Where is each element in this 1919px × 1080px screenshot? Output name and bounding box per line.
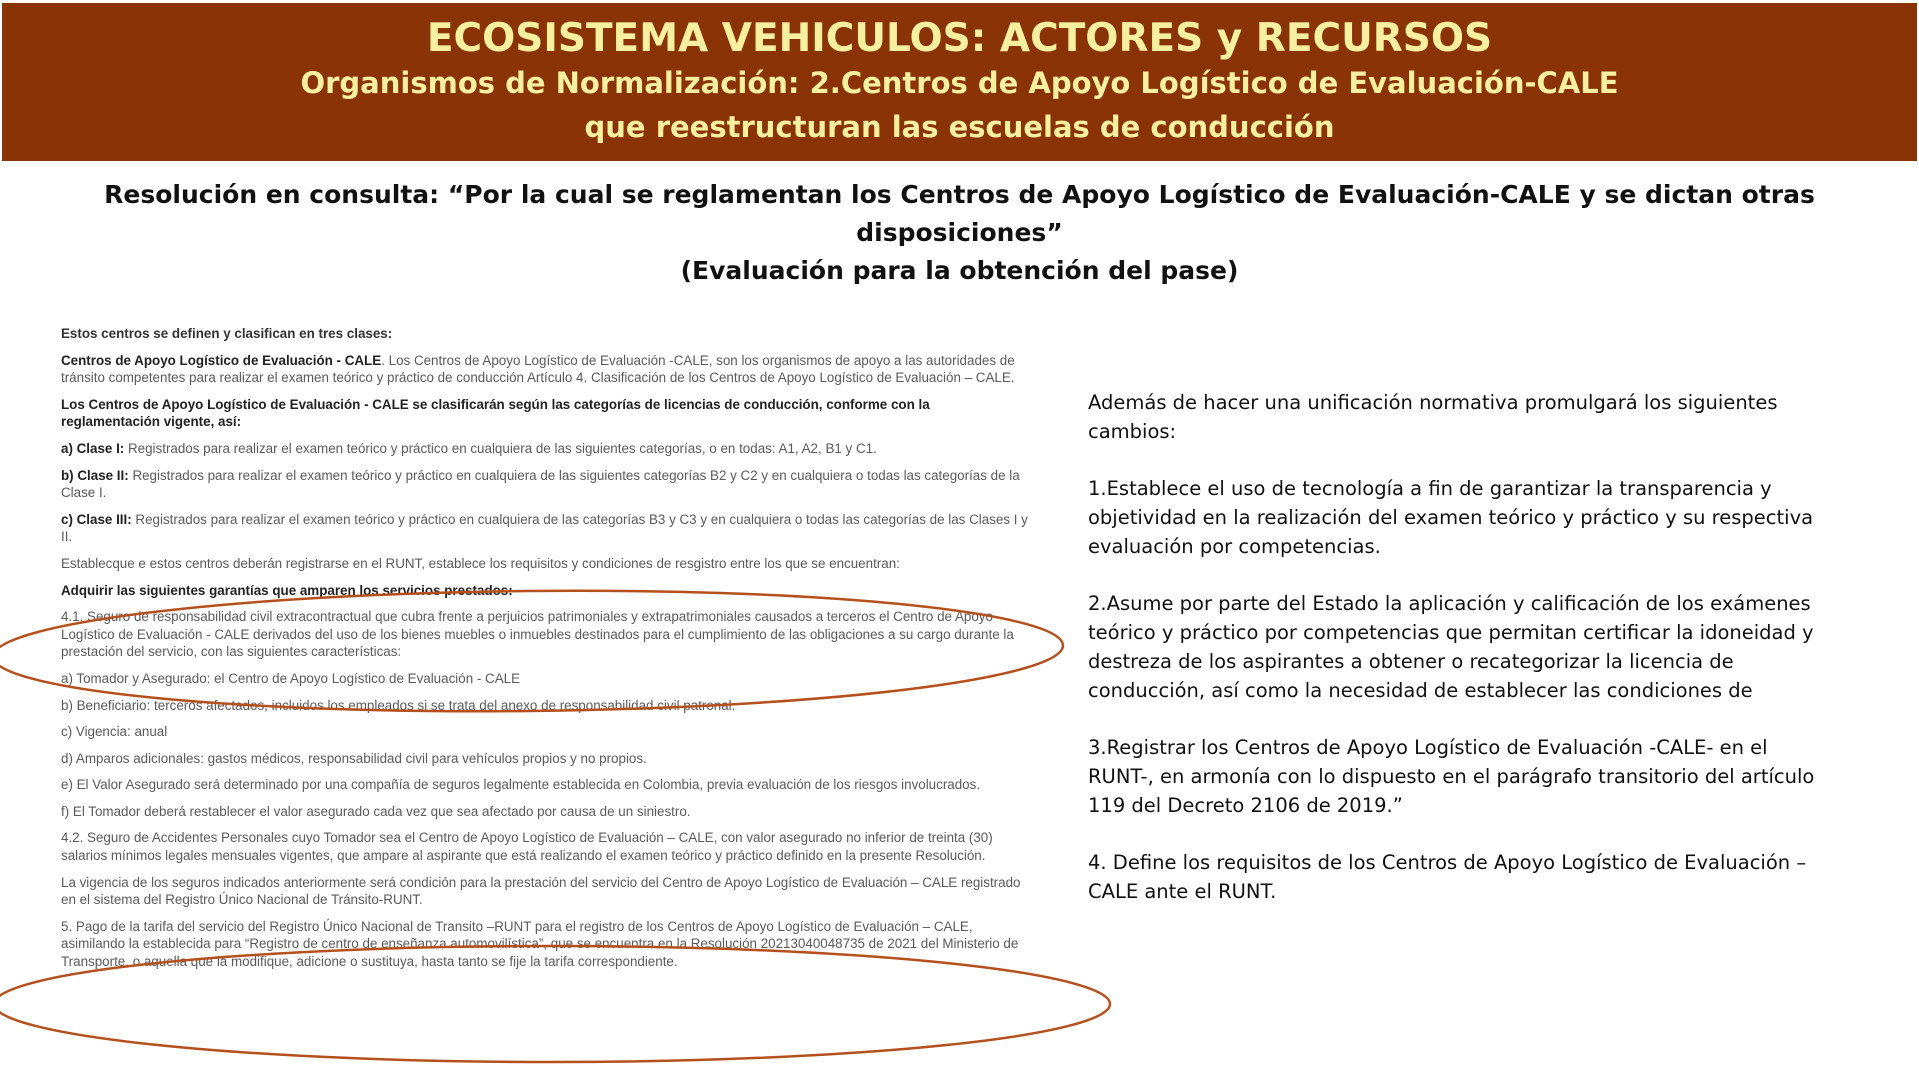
doc-class-3-text: Registrados para realizar el examen teórico y práctico en cualquiera de las categorías B3 y C3 y en cualquiera o todas las categorías de las Clases I y II. <box>61 511 1028 545</box>
changes-intro: Además de hacer una unificación normativa promulgará los siguientes cambios: <box>1088 391 1778 443</box>
doc-guarantees: Adquirir las siguientes garantías que amparen los servicios prestados: <box>61 582 513 598</box>
doc-class-2-label: b) Clase II: <box>61 467 129 483</box>
doc-validity: La vigencia de los seguros indicados anteriormente será condición para la prestación del servicio del Centro de Apoyo Logístico de Evaluación – CALE registrado en el sistema del Registro Único Nacional de Tránsito-RUNT. <box>61 874 1021 908</box>
doc-fee-5: 5. Pago de la tarifa del servicio del Registro Único Nacional de Transito –RUNT para el registro de los Centros de Apoyo Logístico de Evaluación – CALE, asimilando la establecida para “Registro de centro de enseñanza automovilística”, que se encuentra en la Resolución 20213040048735 de 2021 del Ministerio de Transporte, o aquella que la modifique, adicione o sustituya, hasta tanto se fije la tarifa correspondiente. <box>61 918 1019 970</box>
main-title: ECOSISTEMA VEHICULOS: ACTORES y RECURSOS <box>426 16 1493 61</box>
doc-class-1-text: Registrados para realizar el examen teórico y práctico en cualquiera de las siguientes categorías, o en todas: A1, A2, B1 y C1. <box>124 440 877 456</box>
doc-definition-text: . Los Centros de Apoyo Logístico de Evaluación -CALE, son los organismos de apoyo a las autoridades de tránsito competentes para realizar el examen teórico y práctico de conducción Artículo 4. Clasificación de los Centros de Apoyo Logístico de Evaluación – CALE. <box>61 352 1015 386</box>
doc-class-1-label: a) Clase I: <box>61 440 125 456</box>
change-item-1: 1.Establece el uso de tecnología a fin de garantizar la transparencia y objetividad en la realización del examen teórico y práctico y su respectiva evaluación por competencias. <box>1088 477 1814 558</box>
doc-term-d: d) Amparos adicionales: gastos médicos, responsabilidad civil para vehículos propios y no propios. <box>61 750 647 766</box>
doc-definition-label: Centros de Apoyo Logístico de Evaluación - CALE <box>61 352 382 368</box>
doc-class-3-label: c) Clase III: <box>61 511 132 527</box>
subtitle-line-1: Organismos de Normalización: 2.Centros de Apoyo Logístico de Evaluación-CALE <box>300 66 1619 100</box>
doc-registration: Establecque e estos centros deberán registrarse en el RUNT, establece los requisitos y condiciones de resgistro entre los que se encuentran: <box>61 555 900 571</box>
highlight-ellipse-guarantees <box>0 585 1064 716</box>
subtitle-line-2: que reestructuran las escuelas de conducción <box>584 110 1335 144</box>
doc-insurance-4-1: 4.1. Seguro de responsabilidad civil extracontractual que cubra frente a perjuicios patrimoniales y extrapatrimoniales causados a terceros el Centro de Apoyo Logístico de Evaluación - CALE derivados del uso de los bienes muebles o inmuebles destinados para el cumplimiento de las obligaciones a su cargo durante la prestación del servicio, con las siguientes características: <box>61 609 1014 660</box>
doc-class-2-text: Registrados para realizar el examen teórico y práctico en cualquiera de las siguientes categorías B2 y C2 y en cualquiera o todas las categorías de la Clase I. <box>61 467 1020 501</box>
doc-insurance-4-2: 4.2. Seguro de Accidentes Personales cuyo Tomador sea el Centro de Apoyo Logístico de Evaluación – CALE, con valor asegurado no inferior de treinta (30) salarios mínimos legales mensuales vigentes, que ampare al aspirante que está realizando el examen teórico y práctico definido en la presente Resolución. <box>61 830 993 864</box>
doc-term-c: c) Vigencia: anual <box>61 724 168 740</box>
change-item-3: 3.Registrar los Centros de Apoyo Logístico de Evaluación -CALE- en el RUNT-, en armonía con lo dispuesto en el parágrafo transitorio del artículo 119 del Decreto 2106 de 2019.” <box>1088 736 1815 817</box>
doc-intro: Estos centros se definen y clasifican en tres clases: <box>61 326 393 341</box>
doc-term-f: f) El Tomador deberá restablecer el valor asegurado cada vez que sea afectado por causa de un siniestro. <box>61 803 691 819</box>
changes-summary <box>1088 388 1828 934</box>
highlight-ellipse-fee <box>0 946 1110 1062</box>
doc-term-b: b) Beneficiario: terceros afectados, incluidos los empleados si se trata del anexo de responsabilidad civil patronal. <box>61 697 736 713</box>
doc-term-e: e) El Valor Asegurado será determinado por una compañía de seguros legalmente establecida en Colombia, previa evaluación de los riesgos involucrados. <box>61 777 981 793</box>
resolution-line-1: Resolución en consulta: “Por la cual se reglamentan los Centros de Apoyo Logístico de Evaluación-CALE y se dictan otras disposiciones” <box>104 180 1815 247</box>
doc-classification: Los Centros de Apoyo Logístico de Evaluación - CALE se clasificarán según las categorías de licencias de conducción, conforme con la reglamentación vigente, así: <box>61 396 930 430</box>
change-item-2: 2.Asume por parte del Estado la aplicación y calificación de los exámenes teórico y práctico por competencias que permitan certificar la idoneidad y destreza de los aspirantes a obtener o recategorizar la licencia de conducción, así como la necesidad de establecer las condiciones de <box>1088 592 1814 702</box>
doc-term-a: a) Tomador y Asegurado: el Centro de Apoyo Logístico de Evaluación - CALE <box>61 670 521 686</box>
resolution-line-2: (Evaluación para la obtención del pase) <box>680 256 1239 285</box>
change-item-4: 4. Define los requisitos de los Centros de Apoyo Logístico de Evaluación – CALE ante el RUNT. <box>1088 851 1807 903</box>
